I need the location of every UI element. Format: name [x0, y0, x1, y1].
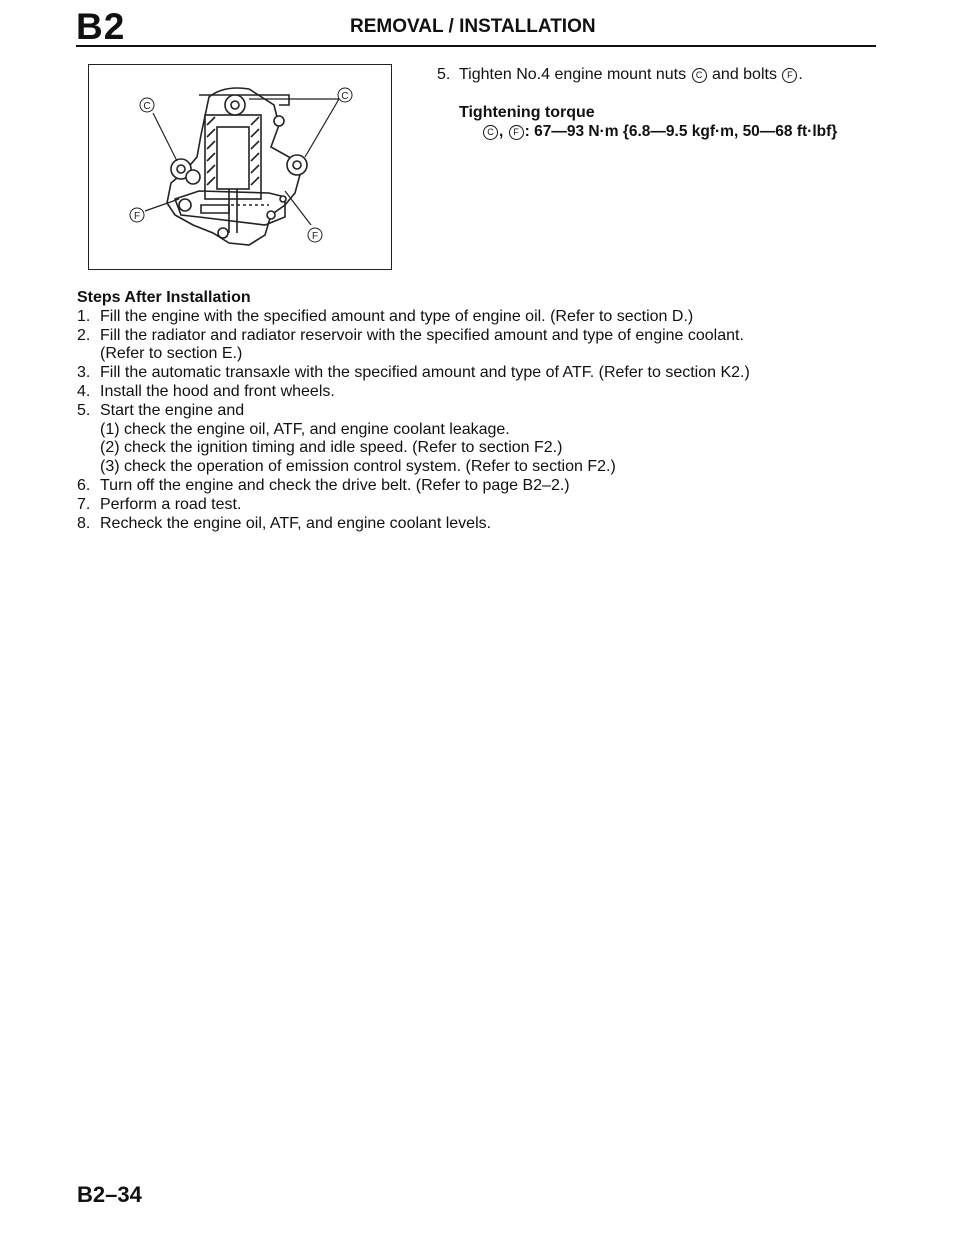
item-number: [77, 458, 100, 477]
page-title: REMOVAL / INSTALLATION: [350, 16, 596, 37]
item-text: Start the engine and: [100, 401, 245, 419]
item-number: [77, 439, 100, 458]
item-text: Recheck the engine oil, ATF, and engine coolant levels.: [100, 514, 492, 532]
step-text-before: Tighten No.4 engine mount nuts: [459, 66, 687, 83]
list-item: [77, 383, 877, 402]
item-number: 8.: [77, 514, 91, 532]
list-item: [77, 402, 877, 421]
callout-c-left: C: [143, 101, 151, 112]
torque-separator: ,: [499, 123, 504, 140]
step-5-instruction: [437, 66, 803, 84]
torque-heading: Tightening torque: [459, 104, 595, 121]
list-item: [77, 327, 877, 346]
marker-c: C: [692, 68, 707, 83]
item-text: (2) check the ignition timing and idle speed. (Refer to section F2.): [100, 439, 563, 457]
item-number: 4.: [77, 382, 91, 400]
torque-marker-c: C: [483, 125, 498, 140]
section-code: B2: [76, 6, 126, 47]
list-item: [77, 458, 877, 477]
callout-c-right: C: [341, 91, 349, 102]
list-item: [77, 421, 877, 440]
item-text: Turn off the engine and check the drive belt. (Refer to page B2–2.): [100, 476, 570, 494]
item-number: 3.: [77, 364, 91, 382]
center-stud: [229, 189, 237, 233]
step-text-mid: and bolts: [712, 66, 777, 83]
list-item: [77, 364, 877, 383]
list-item: [77, 496, 877, 515]
torque-value: : 67—93 N·m {6.8—9.5 kgf·m, 50—68 ft·lbf}: [524, 123, 838, 140]
item-number: 6.: [77, 476, 91, 494]
item-number: 1.: [77, 307, 91, 325]
callout-f-right: F: [311, 231, 319, 242]
list-item: [77, 515, 877, 534]
item-text: (3) check the operation of emission control system. (Refer to section F2.): [100, 458, 616, 476]
item-number: [77, 345, 100, 364]
torque-spec: [482, 123, 837, 141]
list-item: [77, 345, 877, 364]
engine-mount-drawing: [89, 65, 393, 271]
item-number: 7.: [77, 495, 91, 513]
item-number: 5.: [77, 401, 91, 419]
item-text: Fill the automatic transaxle with the specified amount and type of ATF. (Refer to section K2.): [100, 364, 750, 382]
list-item: [77, 439, 877, 458]
item-text: Fill the engine with the specified amount and type of engine oil. (Refer to section D.): [100, 307, 694, 325]
item-text: (Refer to section E.): [100, 345, 243, 363]
torque-marker-f: F: [509, 125, 524, 140]
header-divider: [76, 45, 876, 47]
marker-f: F: [782, 68, 797, 83]
step-number: 5.: [437, 66, 451, 83]
item-text: Install the hood and front wheels.: [100, 382, 335, 400]
item-text: Fill the radiator and radiator reservoir with the specified amount and type of engine coolant.: [100, 326, 744, 344]
step-text-end: .: [798, 66, 803, 83]
steps-after-installation: [77, 289, 877, 533]
steps-heading: Steps After Installation: [77, 289, 251, 306]
list-item: [77, 308, 877, 327]
item-text: Perform a road test.: [100, 495, 242, 513]
item-text: (1) check the engine oil, ATF, and engine coolant leakage.: [100, 420, 510, 438]
callout-f-left: F: [133, 211, 141, 222]
insulator-core: [217, 127, 249, 189]
item-number: [77, 421, 100, 440]
page-number: B2–34: [77, 1182, 142, 1207]
item-number: 2.: [77, 326, 91, 344]
list-item: [77, 477, 877, 496]
engine-mount-illustration: [88, 64, 392, 270]
